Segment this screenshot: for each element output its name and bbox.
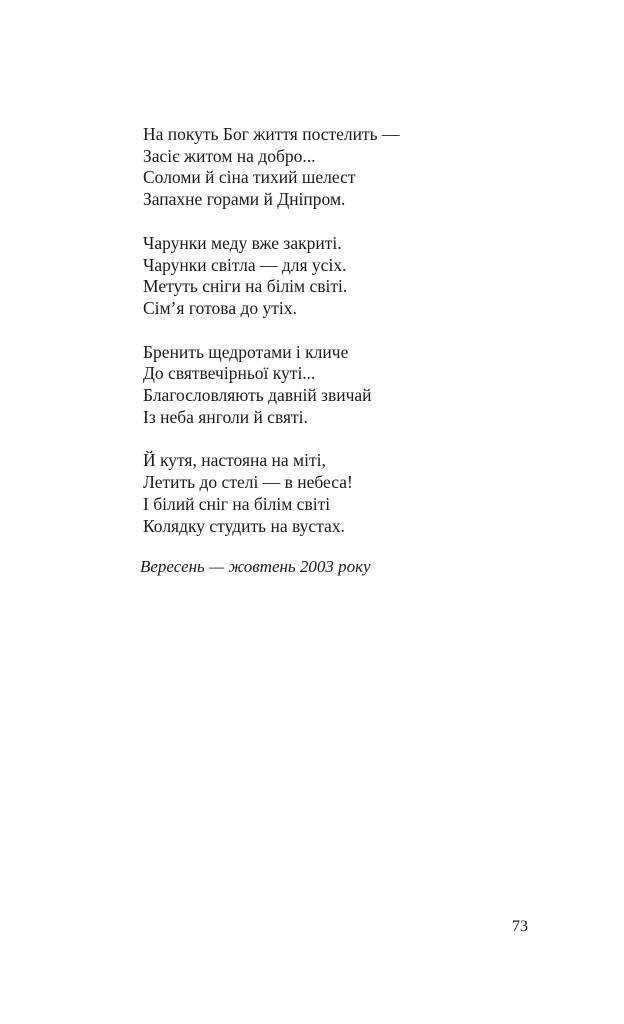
poem-line: Метуть сніги на білім світі.	[143, 276, 348, 297]
stanza-2	[143, 233, 563, 320]
poem-line: До святвечірньої куті...	[143, 363, 316, 384]
poem-date: Вересень — жовтень 2003 року	[140, 557, 371, 576]
poem-line: Запахне горами й Дніпром.	[143, 189, 346, 210]
stanza-3	[143, 342, 563, 429]
poem-line: Засіє житом на добро...	[143, 145, 316, 166]
poem-line: Летить до стелі — в небеса!	[143, 472, 353, 493]
poem-line: Соломи й сіна тихий шелест	[143, 167, 356, 188]
stanza-4	[143, 450, 563, 537]
page-number: 73	[512, 918, 528, 935]
poem	[143, 124, 563, 559]
poem-line: Сім’я готова до утіх.	[143, 297, 297, 318]
poem-line: Благословляють давній звичай	[143, 385, 372, 406]
stanza-1	[143, 124, 563, 211]
poem-line: Чарунки світла — для усіх.	[143, 254, 347, 275]
poem-line: Колядку студить на вустах.	[143, 515, 345, 536]
poem-line: На покуть Бог життя постелить —	[143, 124, 400, 144]
poem-line: Чарунки меду вже закриті.	[143, 232, 342, 253]
poem-line: Бренить щедротами і кличе	[143, 341, 349, 362]
poem-line: Із неба янголи й святі.	[143, 406, 308, 427]
poem-line: І білий сніг на білім світі	[143, 493, 331, 514]
poem-line: Й кутя, настояна на міті,	[143, 450, 326, 471]
